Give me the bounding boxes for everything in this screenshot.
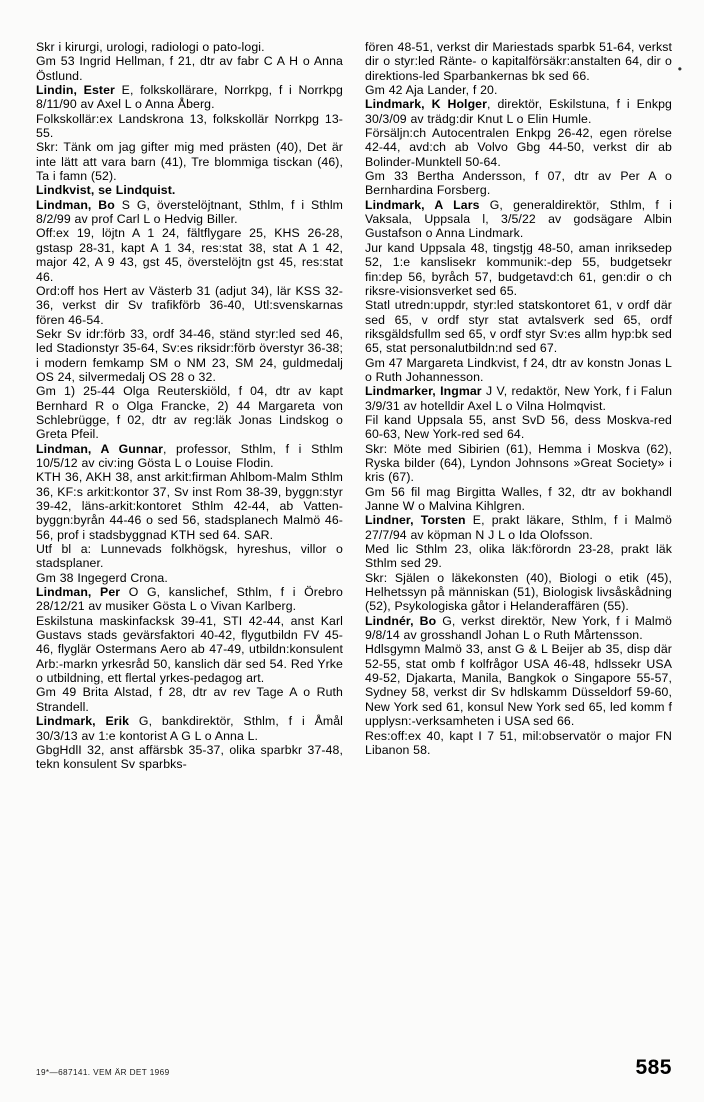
entry-paragraph: Lindin, Ester E, folkskollärare, Norrkpg, f i Norrkpg 8/11/90 av Axel L o Anna Åberg. bbox=[36, 83, 343, 112]
entry-paragraph: Gm 38 Ingegerd Crona. bbox=[36, 570, 168, 585]
entry-paragraph: Statl utredn:uppdr, styr:led statskontoret 61, v ordf där sed 65, v ordf styr stat avtalsverk sed 65, ordf riksgäldsfullm sed 65, v ordf styr Sv:es allm hyp:bk sed 65, stat personalutbildn:nd sed 67. bbox=[365, 298, 672, 356]
entry-paragraph: Gm 1) 25-44 Olga Reuterskiöld, f 04, dtr av kapt Bernhard R o Olga Francke, 2) 44 Margareta von Schlebrügge, f 02, dtr av reg:läk Jonas Lindskog o Greta Pfeil. bbox=[36, 384, 343, 442]
entry-paragraph: KTH 36, AKH 38, anst arkit:firman Ahlbom-Malm Sthlm 36, KF:s arkit:kontor 37, Sv inst Rom 38-39, byggn:styr 39-42, läns-arkit:kontoret Sthlm 42-44, ab Vatten-byggn:byrån 44-46 o sed 56, stadsplanech Malmö 46-56, prof i stadsbyggnad KTH sed 64. SAR. bbox=[36, 470, 343, 542]
entry-paragraph: Jur kand Uppsala 48, tingstjg 48-50, aman inriksedep 52, 1:e kanslisekr kommunik:-dep 55, budgetsekr fin:dep 56, byråch 57, budgetavd:ch 61, gen:dir o ch riksre-visionsverket sed 65. bbox=[365, 240, 672, 298]
entry-paragraph: Skr: Själen o läkekonsten (40), Biologi o etik (45), Helhetssyn på människan (51), Biologisk livsåskådning (52), Psykologiska gåtor i Helanderaffären (55). bbox=[365, 570, 672, 614]
entry-paragraph: Skr: Möte med Sibirien (61), Hemma i Moskva (62), Ryska bilder (64), Lyndon Johnsons »Great Society» i kris (67). bbox=[365, 441, 672, 485]
entry-paragraph: Lindnér, Bo G, verkst direktör, New York, f i Malmö 9/8/14 av grosshandl Johan L o Ruth Mårtensson. bbox=[365, 613, 672, 643]
entry-paragraph: Gm 49 Brita Alstad, f 28, dtr av rev Tage A o Ruth Strandell. bbox=[36, 685, 343, 714]
entry-paragraph: Lindmark, Erik G, bankdirektör, Sthlm, f i Åmål 30/3/13 av 1:e kontorist A G L o Anna L. bbox=[36, 714, 343, 743]
entry-paragraph: Hdlsgymn Malmö 33, anst G & L Beijer ab 35, disp där 52-55, stat omb f kolfrågor USA 46-48, hdlssekr USA 49-52, Djakarta, Manila, Bangkok o Singapore 55-57, Sydney 58, verkst dir Sv hdlskamm Düsseldorf 59-60, New York sed 61, konsul New York sed 65, led komm f upplysn:-verksamheten i USA sed 66. bbox=[365, 642, 672, 729]
entry-paragraph: Utf bl a: Lunnevads folkhögsk, hyreshus, villor o stadsplaner. bbox=[36, 542, 343, 571]
two-column-body bbox=[36, 40, 672, 772]
footer-imprint: 19*—687141. VEM ÄR DET 1969 bbox=[36, 1068, 170, 1077]
entry-paragraph: Lindman, Per O G, kanslichef, Sthlm, f i Örebro 28/12/21 av musiker Gösta L o Vivan Karlberg. bbox=[36, 585, 343, 614]
entry-paragraph: Lindmark, A Lars G, generaldirektör, Sthlm, f i Vaksala, Uppsala l, 3/5/22 av godsägare Albin Gustafson o Anna Lindmark. bbox=[365, 197, 672, 241]
entry-paragraph: Gm 56 fil mag Birgitta Walles, f 32, dtr av bokhandl Janne W o Malvina Kihlgren. bbox=[365, 484, 672, 513]
entry-paragraph: Gm 33 Bertha Andersson, f 07, dtr av Per A o Bernhardina Forsberg. bbox=[365, 169, 672, 198]
entry-paragraph: Res:off:ex 40, kapt I 7 51, mil:observatör o major FN Libanon 58. bbox=[365, 728, 672, 757]
right-column bbox=[365, 40, 672, 772]
margin-mark: • bbox=[677, 62, 682, 76]
page-number: 585 bbox=[635, 1056, 672, 1079]
entry-paragraph: Försäljn:ch Autocentralen Enkpg 26-42, egen rörelse 42-44, avd:ch ab Volvo Gbg 44-50, verkst dir ab Bolinder-Munktell 50-64. bbox=[365, 126, 672, 169]
entry-paragraph: Lindkvist, se Lindquist. bbox=[36, 183, 176, 198]
entry-paragraph: Med lic Sthlm 23, olika läk:förordn 23-28, prakt läk Sthlm sed 29. bbox=[365, 542, 672, 571]
entry-paragraph: Eskilstuna maskinfacksk 39-41, STI 42-44, anst Karl Gustavs stads gevärsfaktori 40-42, flygutbildn FV 45-46, flyglär Ostermans Aero ab 47-49, utbildn:konsulent Arb:-markn yrkesråd 50, kanslich där sed 54. Red Yrke o utbildning, ett flertal yrkes-pedagog art. bbox=[36, 613, 343, 686]
entry-paragraph: Ord:off hos Hert av Västerb 31 (adjut 34), lär KSS 32-36, verkst dir Sv trafikförb 36-40, Utl:svenskarnas fören 46-54. bbox=[36, 283, 343, 327]
left-column bbox=[36, 40, 343, 772]
entry-paragraph: GbgHdlI 32, anst affärsbk 35-37, olika sparbkr 37-48, tekn konsulent Sv sparbks- bbox=[36, 742, 343, 772]
entry-paragraph: Lindmark, K Holger, direktör, Eskilstuna, f i Enkpg 30/3/09 av trädg:dir Knut L o Elin Humle. bbox=[365, 97, 672, 126]
entry-paragraph: Gm 53 Ingrid Hellman, f 21, dtr av fabr C A H o Anna Östlund. bbox=[36, 54, 343, 83]
entry-paragraph: Fil kand Uppsala 55, anst SvD 56, dess Moskva-red 60-63, New York-red sed 64. bbox=[365, 412, 672, 442]
entry-paragraph: Folkskollär:ex Landskrona 13, folkskollär Norrkpg 13-55. bbox=[36, 111, 343, 141]
entry-paragraph: Gm 47 Margareta Lindkvist, f 24, dtr av konstn Jonas L o Ruth Johannesson. bbox=[365, 355, 672, 384]
entry-paragraph: fören 48-51, verkst dir Mariestads sparbk 51-64, verkst dir o styr:led Ränte- o kapitalförsäkr:anstalten 64, dir o direktions-led Sparbankernas bk sed 66. bbox=[365, 40, 672, 83]
entry-paragraph: Skr: Tänk om jag gifter mig med prästen (40), Det är inte lätt att vara barn (41), Tre blommiga tisckan (46), Ta i famn (52). bbox=[36, 140, 343, 184]
page-footer bbox=[36, 1056, 672, 1080]
entry-paragraph: Lindner, Torsten E, prakt läkare, Sthlm, f i Malmö 27/7/94 av köpman N J L o Ida Olofsson. bbox=[365, 513, 672, 542]
entry-paragraph: Gm 42 Aja Lander, f 20. bbox=[365, 83, 498, 98]
entry-paragraph: Sekr Sv idr:förb 33, ordf 34-46, ständ styr:led sed 46, led Stadionstyr 35-64, Sv:es riksidr:förb överstyr 36-38; i modern femkamp SM o NM 23, SM 24, guldmedalj OS 24, silvermedalj OS 28 o 32. bbox=[36, 326, 343, 384]
entry-paragraph: Lindman, Bo S G, överstelöjtnant, Sthlm, f i Sthlm 8/2/99 av prof Carl L o Hedvig Biller. bbox=[36, 197, 343, 227]
entry-paragraph: Lindmarker, Ingmar J V, redaktör, New York, f i Falun 3/9/31 av hotelldir Axel L o Vilna Holmqvist. bbox=[365, 384, 673, 413]
entry-paragraph: Skr i kirurgi, urologi, radiologi o pato-logi. bbox=[36, 40, 265, 54]
entry-paragraph: Off:ex 19, löjtn A 1 24, fältflygare 25, KHS 26-28, gstasp 28-31, kapt A 1 34, res:stat 38, stat A 1 42, major 42, A 9 43, gst 45, överstelöjtn gst 45, res:stat 46. bbox=[36, 226, 343, 284]
entry-paragraph: Lindman, A Gunnar, professor, Sthlm, f i Sthlm 10/5/12 av civ:ing Gösta L o Louise Flodin. bbox=[36, 441, 344, 470]
